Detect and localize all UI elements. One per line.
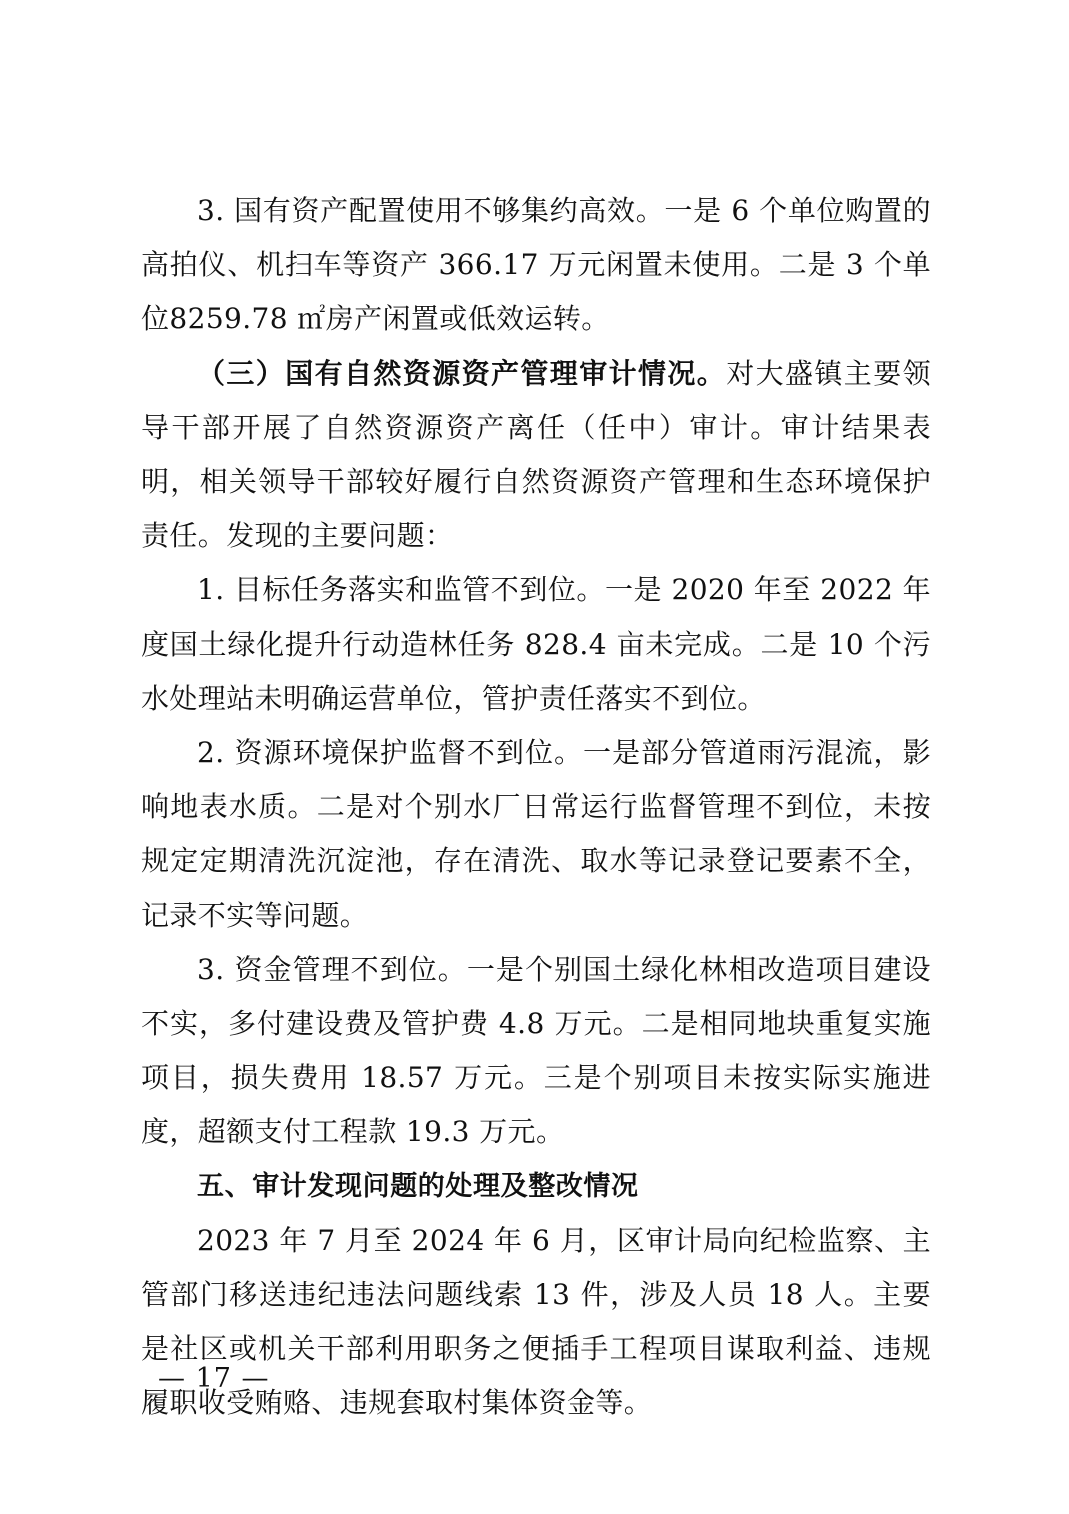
paragraph-natural-resources-audit [141,347,931,564]
paragraph-handling-rectification: 2023 年 7 月至 2024 年 6 月，区审计局向纪检监察、主管部门移送违纪违法问题线索 13 件，涉及人员 18 人。主要是社区或机关干部利用职务之便插手工程项目谋取利益、违规履职收受贿赂、违规套取村集体资金等。 [141,1223,931,1420]
section-heading-five: 五、审计发现问题的处理及整改情况 [197,1170,639,1202]
paragraph-environment-supervision: 2. 资源环境保护监督不到位。一是部分管道雨污混流，影响地表水质。二是对个别水厂日常运行监督管理不到位，未按规定定期清洗沉淀池，存在清洗、取水等记录登记要素不全，记录不实等问题。 [141,736,931,932]
paragraph-target-tasks: 1. 目标任务落实和监管不到位。一是 2020 年至 2022 年度国土绿化提升行动造林任务 828.4 亩未完成。二是 10 个污水处理站未明确运营单位，管护责任落实不到位。 [141,573,931,715]
section-subheading: （三）国有自然资源资产管理审计情况。 [197,356,727,390]
paragraph-fund-management: 3. 资金管理不到位。一是个别国土绿化林相改造项目建设不实，多付建设费及管护费 4.8 万元。二是相同地块重复实施项目，损失费用 18.57 万元。三是个别项目未按实际实施进度，超额支付工程款 19.3 万元。 [141,952,931,1149]
paragraph-natural-resources-text: 对大盛镇主要领导干部开展了自然资源资产离任（任中）审计。审计结果表明，相关领导干部较好履行自然资源资产管理和生态环境保护责任。发现的主要问题： [141,356,932,553]
paragraph-asset-allocation: 3. 国有资产配置使用不够集约高效。一是 6 个单位购置的高拍仪、机扫车等资产 366.17 万元闲置未使用。二是 3 个单位8259.78 ㎡房产闲置或低效运转。 [141,194,931,336]
document-body [141,184,931,1431]
page-number: — 17 — [158,1363,270,1394]
